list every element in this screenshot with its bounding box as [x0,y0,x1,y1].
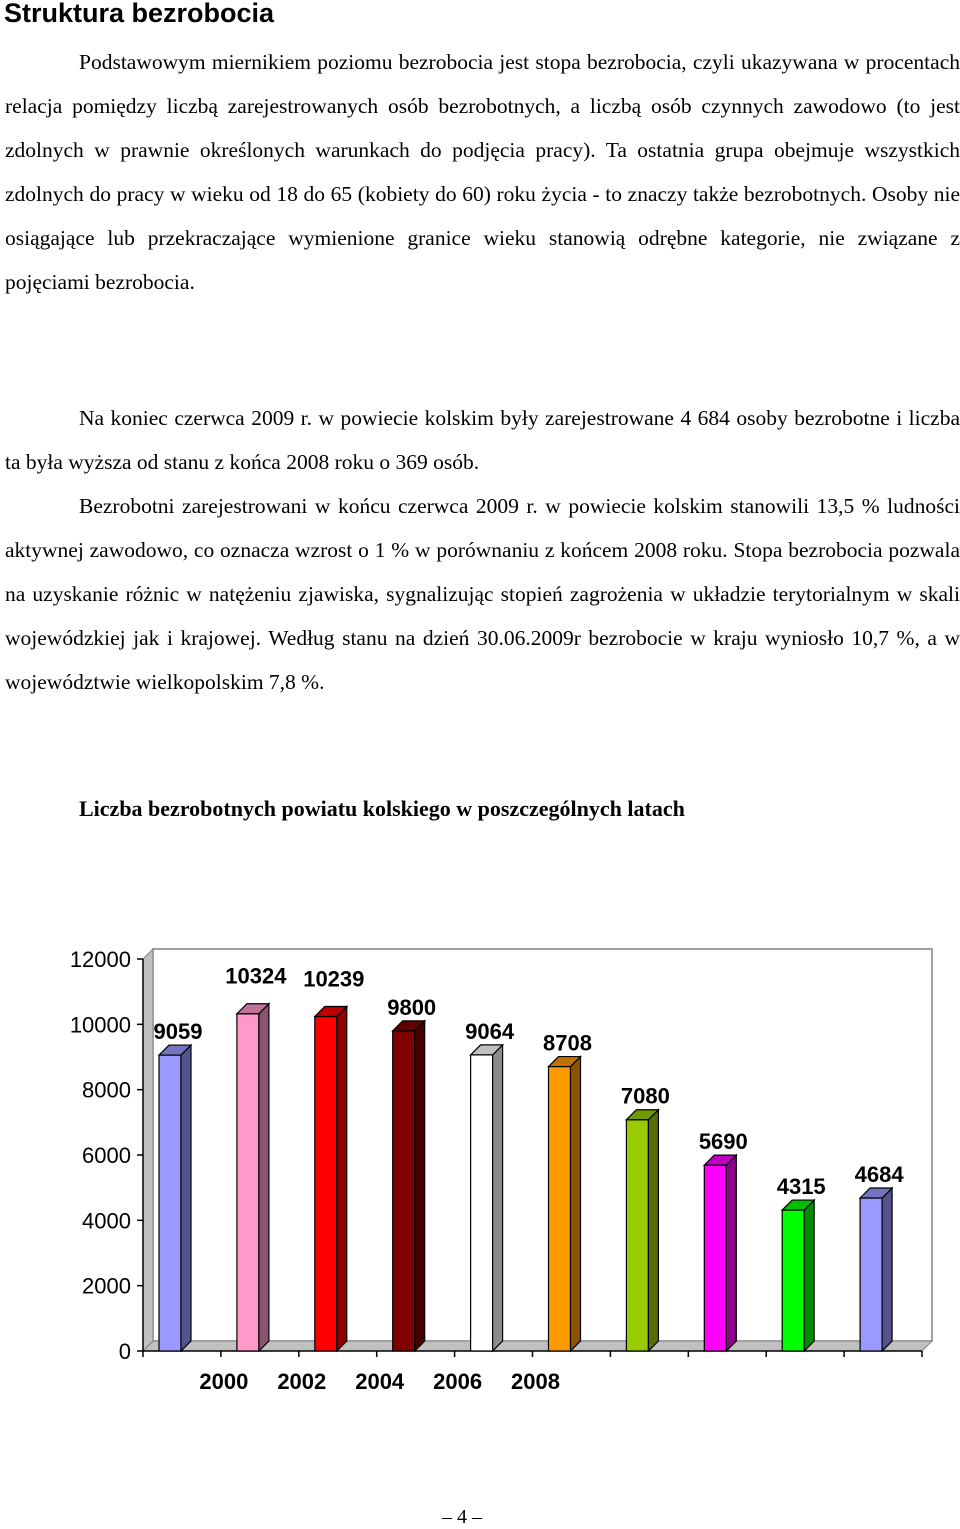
y-tick-label: 12000 [69,947,131,972]
x-tick-label: 2000 [199,1369,249,1394]
bar-value-label: 10324 [225,963,287,989]
y-tick-label: 4000 [82,1208,131,1234]
chart-back-wall [153,949,932,1341]
paragraph-unemployment-rate: Bezrobotni zarejestrowani w końcu czerwca 2009 r. w powiecie kolskim stanowili 13,5 % ludności aktywnej zawodowo, co oznacza wzrost o 1 % w porównaniu z końcem 2008 roku. Stopa bezrobocia pozwala na uzyskanie różnic w natężeniu zjawiska, sygnalizując stopień zagrożenia w układzie terytorialnym w skali wojewódzkiej jak i krajowej. Według stanu na dzień 30.06.2009r bezrobocie w kraju wyniosło 10,7 %, a w województwie wielkopolskim 7,8 %. [5,494,960,694]
page-number-dash: – [467,1506,482,1528]
bar-front [159,1055,181,1351]
bar-front [315,1017,337,1351]
bar-value-label: 4315 [776,1174,826,1200]
bar-side [415,1021,425,1351]
page-number-value: 4 [457,1506,467,1528]
bar-side [882,1188,892,1351]
bar-front [237,1014,259,1351]
y-tick-label: 6000 [82,1143,131,1168]
section-heading: Struktura bezrobocia [4,0,275,28]
chart-side-wall [143,949,153,1351]
bar-value-label: 9800 [387,994,437,1020]
bar-side [648,1110,658,1351]
bar-value-label: 7080 [620,1083,670,1109]
bar-front [393,1031,415,1351]
bar-value-label: 9059 [153,1019,203,1045]
page-number-dash: – [442,1506,457,1528]
x-tick-label: 2004 [355,1369,405,1394]
y-tick-label: 2000 [82,1273,131,1299]
y-tick-label: 10000 [69,1012,131,1038]
bar-side [726,1155,736,1351]
paragraph-june-2009: Na koniec czerwca 2009 r. w powiecie kolskim były zarejestrowane 4 684 osoby bezrobotne i liczba ta była wyższa od stanu z końca 2008 roku o 369 osób. [5,406,960,474]
bar-front [860,1198,882,1351]
bar-value-label: 9064 [465,1018,515,1044]
bar-front [782,1210,804,1351]
x-tick-label: 2008 [511,1369,560,1394]
x-tick-label: 2002 [277,1369,327,1394]
y-tick-label: 8000 [82,1077,131,1103]
bar-value-label: 4684 [854,1161,904,1187]
bar-front [471,1055,493,1351]
bar-side [181,1045,191,1351]
bar-value-label: 5690 [698,1129,748,1155]
bar-front [704,1165,726,1351]
bar-side [259,1004,269,1351]
chart-heading: Liczba bezrobotnych powiatu kolskiego w poszczególnych latach [79,796,685,821]
unemployment-bar-chart [0,920,960,1420]
paragraph-definition: Podstawowym miernikiem poziomu bezrobocia jest stopa bezrobocia, czyli ukazywana w procentach relacja pomiędzy liczbą zarejestrowanych osób bezrobotnych, a liczbą osób czynnych zawodowo (to jest zdolnych w prawnie określonych warunkach do podjęcia pracy). Ta ostatnia grupa obejmuje wszystkich zdolnych do pracy w wieku od 18 do 65 (kobiety do 60) roku życia - to znaczy także bezrobotnych. Osoby nie osiągające lub przekraczające wymienione granice wieku stanowią odrębne kategorie, nie związane z pojęciami bezrobocia. [5,50,960,294]
bar-value-label: 10239 [303,966,365,992]
page-number [440,1506,484,1529]
x-tick-label: 2006 [433,1369,483,1394]
bar-side [804,1200,814,1351]
bar-side [571,1057,581,1351]
bar-side [493,1045,503,1351]
y-tick-label: 0 [118,1339,131,1364]
bar-value-label: 8708 [543,1030,592,1056]
bar-side [337,1007,347,1351]
bar-front [626,1120,648,1351]
bar-front [549,1067,571,1351]
